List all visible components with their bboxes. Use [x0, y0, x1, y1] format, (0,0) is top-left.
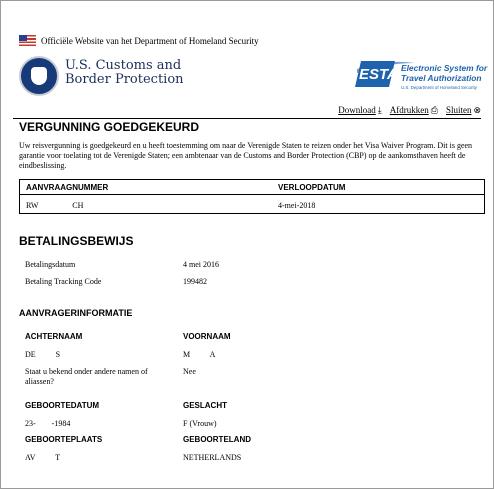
other-names-label-1: Staat u bekend onder andere namen of	[25, 367, 148, 376]
expiry-label: VERLOOPDATUM	[278, 183, 346, 192]
approval-title: VERGUNNING GOEDGEKEURD	[19, 120, 200, 134]
tracking-code-value: 199482	[183, 277, 207, 286]
esta-logo	[355, 57, 489, 95]
firstname-value: M A	[183, 350, 216, 359]
birthplace-label: GEBOORTEPLAATS	[25, 435, 103, 444]
official-website-banner	[19, 35, 259, 46]
surname-value: DE S	[25, 350, 61, 359]
cbp-line-2: Border Protection	[65, 72, 184, 87]
divider	[13, 118, 481, 119]
birthcountry-value: NETHERLANDS	[183, 453, 242, 462]
esta-dept: U.S. Department of Homeland Security	[401, 85, 477, 90]
birthcountry-label: GEBOORTELAND	[183, 435, 251, 444]
gender-label: GESLACHT	[183, 401, 227, 410]
tracking-code-label: Betaling Tracking Code	[25, 277, 102, 286]
box-divider	[20, 194, 484, 195]
esta-subtitle-1: Electronic System for	[401, 63, 488, 73]
download-label: Download	[338, 105, 376, 115]
birthdate-label: GEBOORTEDATUM	[25, 401, 100, 410]
close-button[interactable]	[446, 105, 481, 116]
application-summary-box	[19, 179, 485, 214]
other-names-value: Nee	[183, 367, 196, 376]
print-button[interactable]	[390, 105, 438, 116]
esta-title: ESTA	[359, 66, 398, 83]
payment-date-label: Betalingsdatum	[25, 260, 76, 269]
payment-title: BETALINGSBEWIJS	[19, 234, 134, 248]
cbp-logo-text	[65, 59, 184, 87]
birthplace-value: AV T	[25, 453, 61, 462]
official-website-text: Officiële Website van het Department of Homeland Security	[41, 35, 259, 46]
close-icon: ⊗	[473, 105, 481, 115]
download-button[interactable]	[338, 105, 381, 116]
payment-date-value: 4 mei 2016	[183, 260, 219, 269]
surname-label: ACHTERNAAM	[25, 332, 83, 341]
print-label: Afdrukken	[389, 105, 429, 115]
expiry-value: 4-mei-2018	[278, 201, 316, 210]
us-flag-icon	[19, 35, 36, 46]
firstname-label: VOORNAAM	[183, 332, 231, 341]
toolbar	[338, 105, 481, 116]
dhs-seal-icon	[19, 56, 59, 96]
download-icon: ⤓	[377, 105, 382, 115]
application-number-value: RW CH	[26, 201, 84, 210]
birthdate-value: 23- -1984	[25, 419, 71, 428]
gender-value: F (Vrouw)	[183, 419, 217, 428]
printer-icon: ⎙	[430, 105, 438, 115]
application-number-label: AANVRAAGNUMMER	[26, 183, 109, 192]
esta-subtitle-2: Travel Authorization	[401, 73, 482, 83]
applicant-title: AANVRAGERINFORMATIE	[19, 308, 133, 318]
cbp-line-1: U.S. Customs and	[65, 58, 182, 73]
other-names-label-2: aliassen?	[25, 377, 54, 386]
approval-description: Uw reisvergunning is goedgekeurd en u heeft toestemming om naar de Verenigde Staten te reizen onder het Visa Waiver Program. Dit is geen garantie voor toelating tot de Verenigde Staten; een ambtenaar van de Customs and Border Protection (CBP) op de aankomsthaven heeft de eindbeslissing.	[19, 141, 473, 170]
close-label: Sluiten	[445, 105, 472, 115]
